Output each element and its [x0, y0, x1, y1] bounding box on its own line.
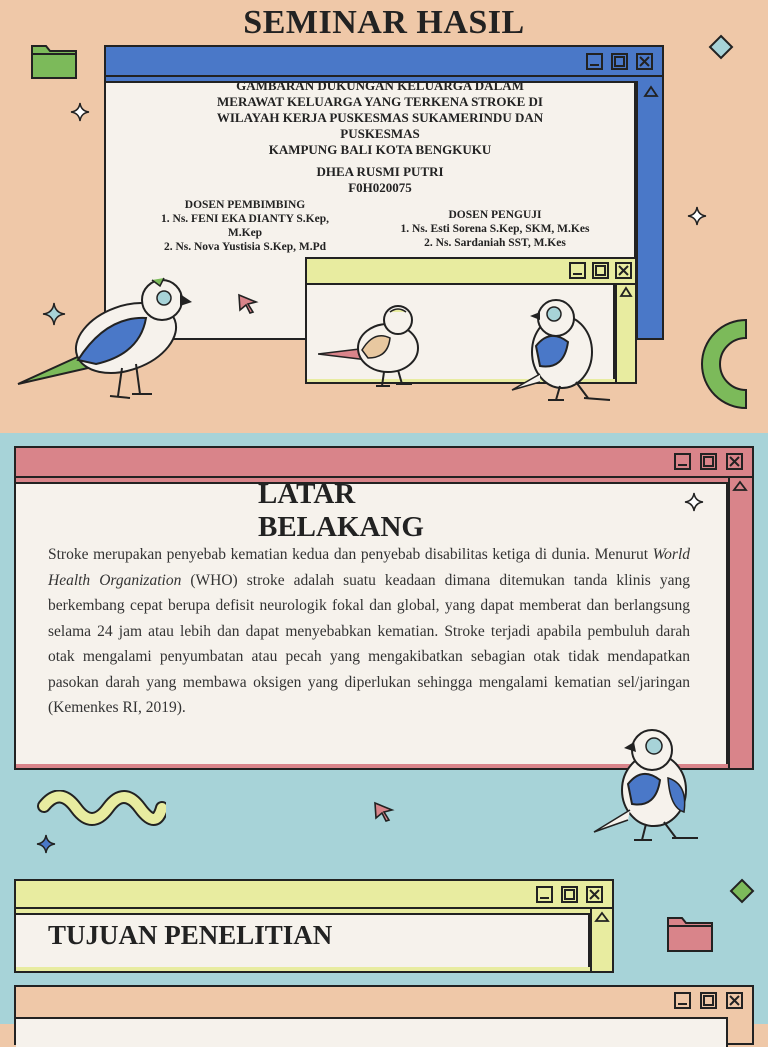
sparkle-icon — [70, 102, 90, 122]
close-icon — [728, 455, 741, 468]
scroll-up-icon — [592, 909, 612, 927]
folder-icon — [666, 912, 714, 954]
examiners-block: DOSEN PENGUJI 1. Ns. Esti Sorena S.Kep, SKM, M.Kes 2. Ns. Sardaniah SST, M.Kes — [370, 208, 620, 250]
cursor-icon — [236, 292, 260, 316]
author-block — [170, 164, 590, 196]
bird-illustration — [318, 304, 422, 390]
background-paragraph: Stroke merupakan penyebab kematian kedua dan penyebab disabilitas ketiga di dunia. Menurut World Health Organization (WHO) stroke adalah suatu keadaan dimana ditemukan tanda klinis yang berkembang cepat berupa defisit neurologik fokal dan global, yang dapat memberat dan berlangsung selama 24 jam atau lebih dan dapat menyebabkan kematian. Stroke terjadi apabila pembuluh darah otak mengalami penyumbatan atau pecah yang mengakibatkan sebagian otak tidak mendapatkan pasokan darah yang membawa oksigen yang diperlukan sehingga mengalami kematian sel/jaringan (Kemenkes RI, 2019). — [48, 546, 690, 716]
maximize-button[interactable] — [561, 886, 578, 903]
tujuan-title: TUJUAN PENELITIAN — [48, 920, 333, 950]
sparkle-icon — [36, 834, 56, 854]
scrollbar[interactable] — [590, 909, 612, 971]
section-heading: LATAR BELAKANG — [258, 478, 424, 543]
minimize-button[interactable] — [674, 453, 691, 470]
supervisors-heading: DOSEN PEMBIMBING — [184, 199, 306, 211]
diamond-icon — [708, 34, 734, 60]
close-icon — [638, 55, 651, 68]
scrollbar[interactable] — [615, 285, 635, 382]
author-name: DHEA RUSMI PUTRI — [316, 164, 444, 179]
maximize-icon — [613, 55, 626, 68]
bird-illustration — [592, 728, 704, 848]
maximize-button[interactable] — [700, 992, 717, 1009]
minimize-icon — [538, 888, 551, 901]
bird-illustration — [510, 298, 618, 406]
scrollbar[interactable] — [636, 81, 662, 338]
maximize-button[interactable] — [611, 53, 628, 70]
cursor-icon — [372, 800, 396, 824]
minimize-icon — [676, 994, 689, 1007]
close-icon — [728, 994, 741, 1007]
maximize-icon — [702, 455, 715, 468]
minimize-button[interactable] — [586, 53, 603, 70]
half-circle-shape — [700, 318, 750, 410]
minimize-icon — [676, 455, 689, 468]
supervisors-block: DOSEN PEMBIMBING 1. Ns. FENI EKA DIANTY S.Kep, M.Kep 2. Ns. Nova Yustisia S.Kep, M.Pd — [120, 198, 370, 254]
close-icon — [588, 888, 601, 901]
close-icon — [617, 264, 630, 277]
next-window — [14, 985, 754, 1045]
author-id: F0H020075 — [348, 180, 412, 195]
research-title: GAMBARAN DUKUNGAN KELUARGA DALAM MERAWAT KELUARGA YANG TERKENA STROKE DI WILAYAH KERJA PUSKESMAS SUKAMERINDU DAN PUSKESMAS KAMPUNG BALI KOTA BENGKUKU — [216, 78, 544, 157]
scroll-up-icon — [617, 285, 635, 301]
close-button[interactable] — [586, 886, 603, 903]
sparkle-icon — [687, 206, 707, 226]
maximize-button[interactable] — [592, 262, 609, 279]
folder-icon — [30, 40, 78, 80]
squiggle-shape — [36, 790, 166, 834]
close-button[interactable] — [615, 262, 632, 279]
minimize-icon — [571, 264, 584, 277]
page-title: SEMINAR HASIL — [243, 4, 525, 41]
minimize-button[interactable] — [569, 262, 586, 279]
minimize-icon — [588, 55, 601, 68]
scrollbar[interactable] — [728, 478, 752, 768]
diamond-icon — [729, 878, 755, 904]
sparkle-icon — [684, 492, 704, 512]
bird-illustration — [14, 276, 194, 408]
minimize-button[interactable] — [674, 992, 691, 1009]
close-button[interactable] — [726, 992, 743, 1009]
maximize-icon — [702, 994, 715, 1007]
scroll-up-icon — [640, 83, 662, 101]
minimize-button[interactable] — [536, 886, 553, 903]
close-button[interactable] — [636, 53, 653, 70]
scroll-up-icon — [730, 478, 750, 496]
maximize-button[interactable] — [700, 453, 717, 470]
maximize-icon — [563, 888, 576, 901]
examiners-heading: DOSEN PENGUJI — [448, 209, 542, 221]
close-button[interactable] — [726, 453, 743, 470]
maximize-icon — [594, 264, 607, 277]
